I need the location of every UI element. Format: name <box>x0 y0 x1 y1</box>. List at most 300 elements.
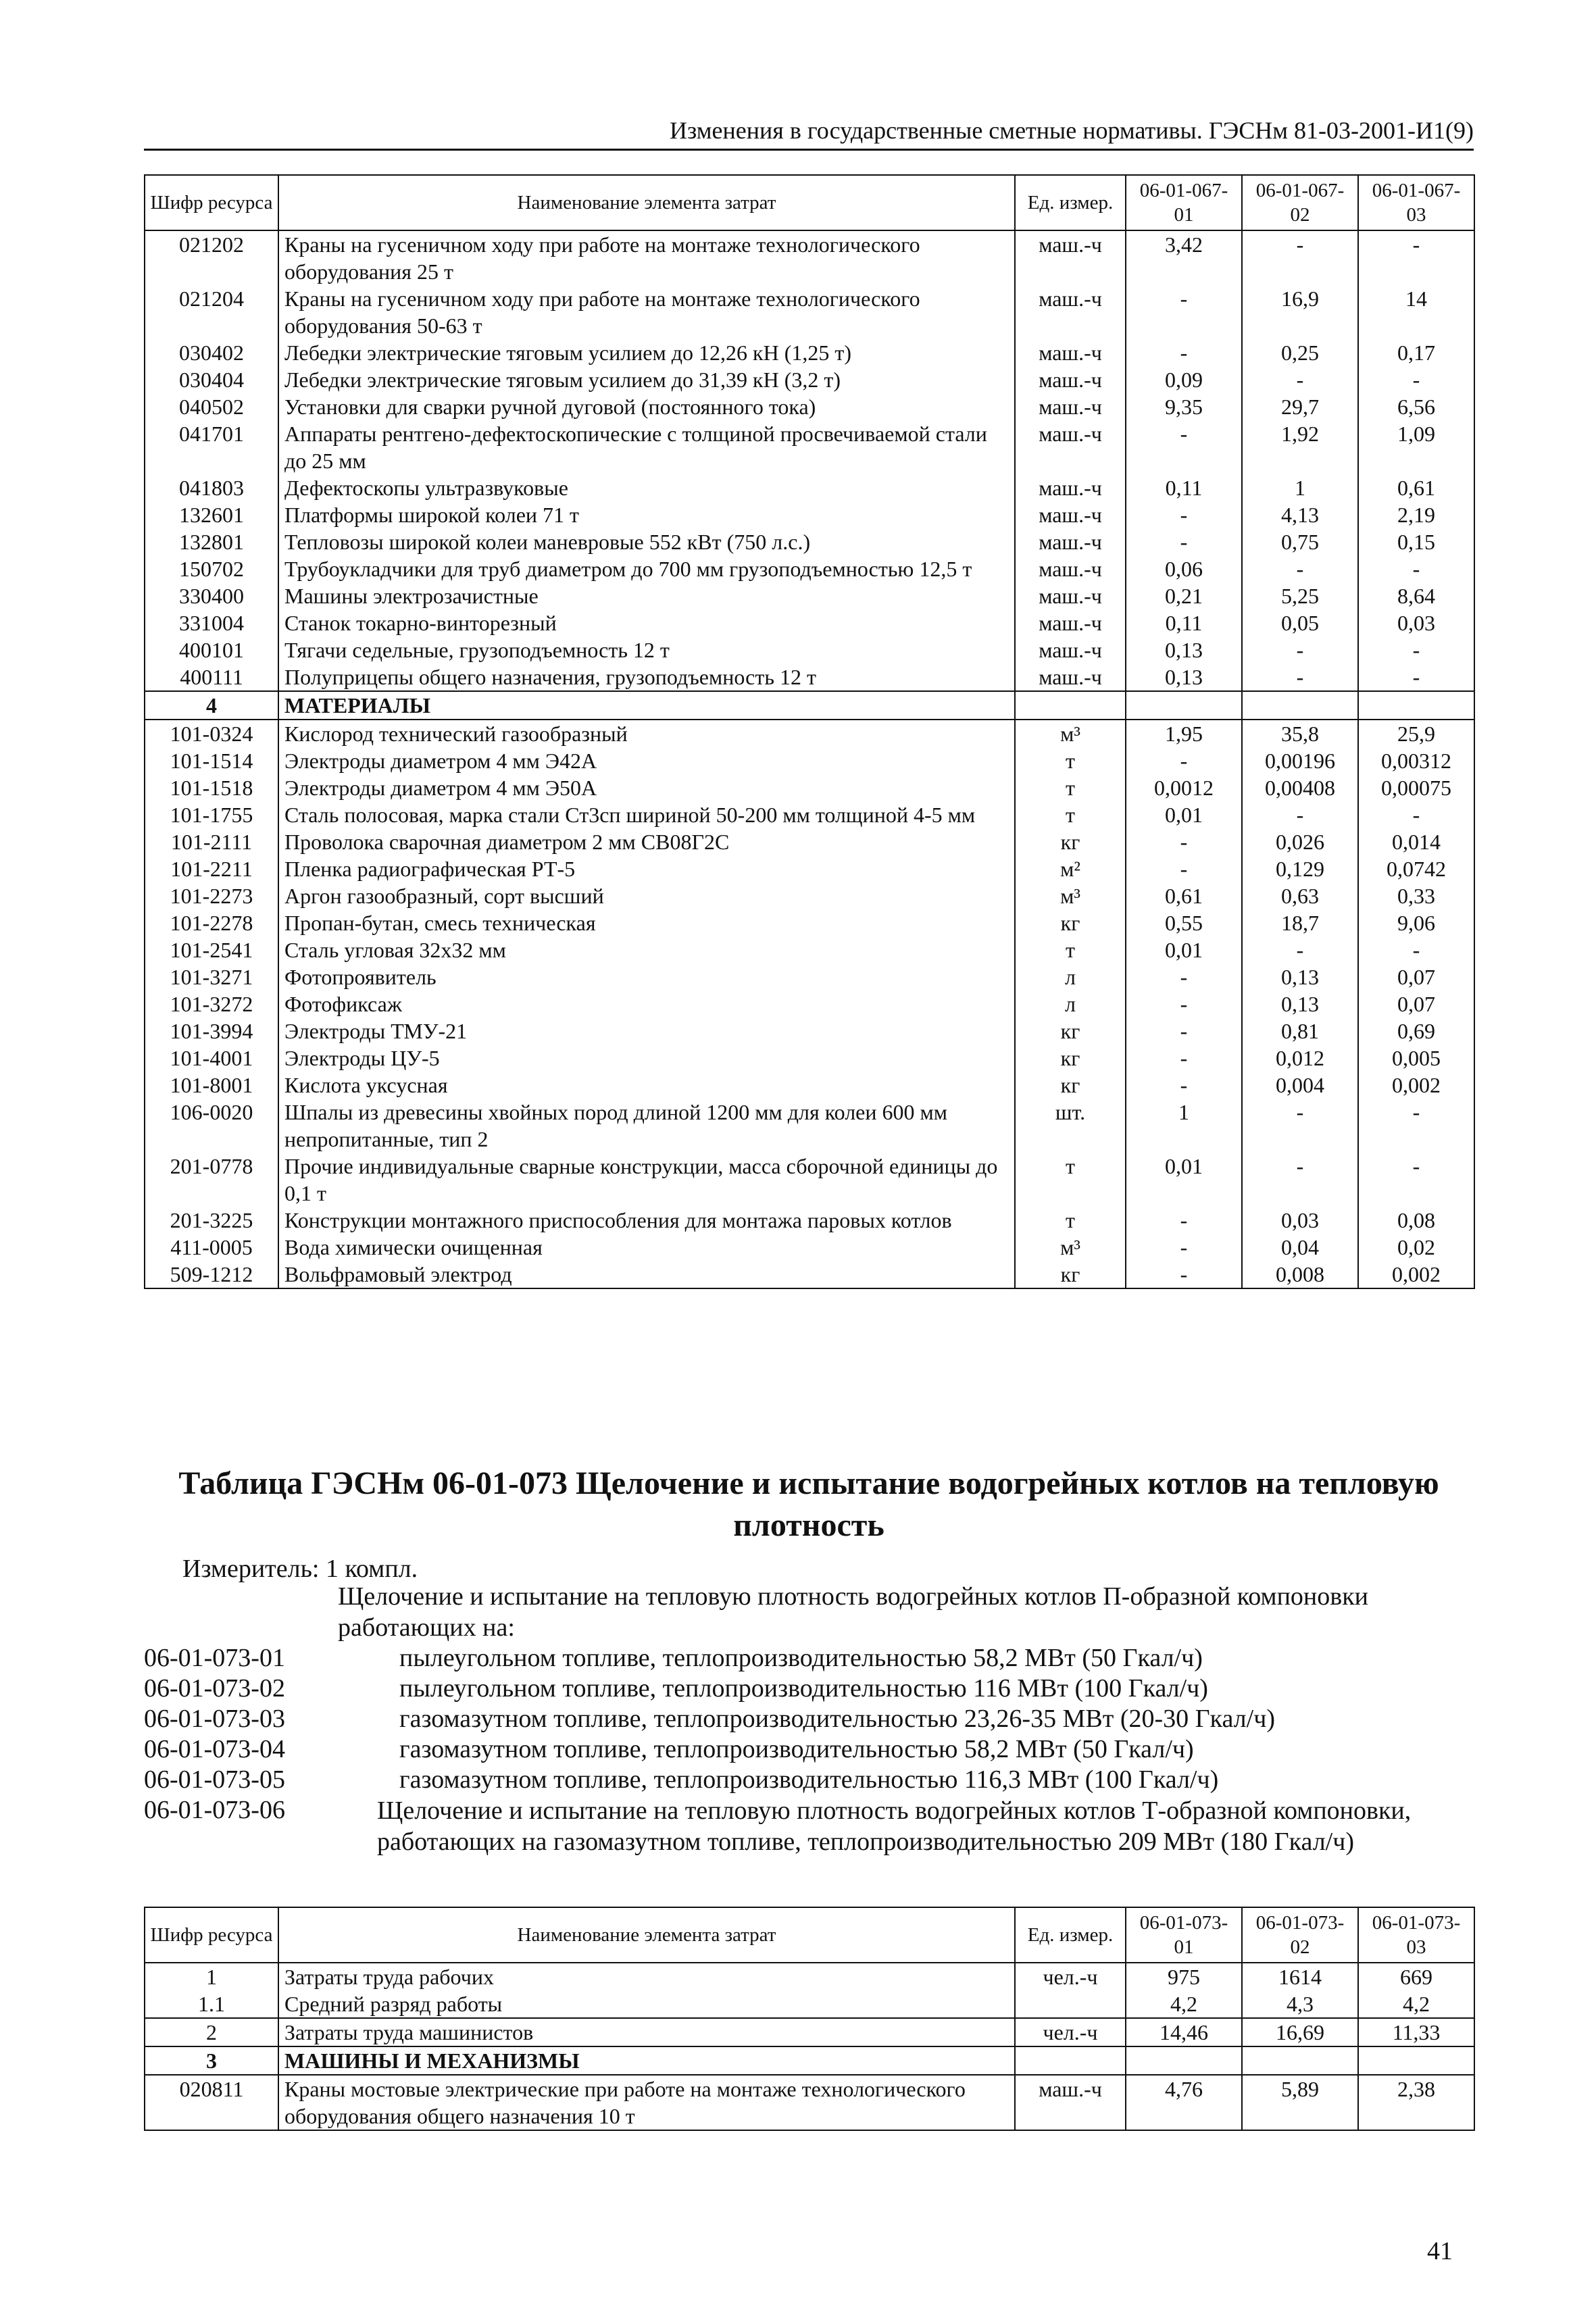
resource-name: Установки для сварки ручной дуговой (постоянного тока) <box>278 393 1015 420</box>
value-variant-1: 975 <box>1126 1963 1242 1990</box>
value-variant-3: 1,09 <box>1358 420 1474 474</box>
resource-name: Краны на гусеничном ходу при работе на монтаже технологического оборудования 50-63 т <box>278 285 1015 339</box>
resource-code: 400101 <box>145 636 278 663</box>
value-variant-1: 3,42 <box>1126 230 1242 285</box>
resource-code: 021202 <box>145 230 278 285</box>
unit-of-measure: чел.-ч <box>1015 2018 1126 2046</box>
value-variant-3: - <box>1358 366 1474 393</box>
value-variant-1: - <box>1126 1234 1242 1261</box>
variant-description: пылеугольном топливе, теплопроизводительностью 58,2 МВт (50 Гкал/ч) <box>399 1644 1203 1672</box>
unit-of-measure: м³ <box>1015 720 1126 747</box>
resource-name: Трубоукладчики для труб диаметром до 700 мм грузоподъемностью 12,5 т <box>278 555 1015 582</box>
resource-name: Станок токарно-винторезный <box>278 609 1015 636</box>
resource-name: Аппараты рентгено-дефектоскопические с толщиной просвечиваемой стали до 25 мм <box>278 420 1015 474</box>
table-row <box>145 747 1474 774</box>
resource-code: 101-0324 <box>145 720 278 747</box>
col-header-name: Наименование элемента затрат <box>278 1907 1015 1963</box>
resource-name: Тепловозы широкой колеи маневровые 552 кВт (750 л.с.) <box>278 528 1015 555</box>
value-variant-2: 0,129 <box>1242 855 1358 882</box>
unit-of-measure: м² <box>1015 855 1126 882</box>
variant-description: пылеугольном топливе, теплопроизводительностью 116 МВт (100 Гкал/ч) <box>399 1674 1208 1703</box>
variant-item <box>144 1704 1474 1734</box>
value-variant-3: 25,9 <box>1358 720 1474 747</box>
unit-of-measure: т <box>1015 801 1126 828</box>
value-variant-2: 0,13 <box>1242 963 1358 990</box>
value-variant-1: - <box>1126 1072 1242 1099</box>
table-row <box>145 1963 1474 1990</box>
value-variant-2: - <box>1242 230 1358 285</box>
value-variant-2 <box>1242 691 1358 720</box>
resource-code: 201-0778 <box>145 1153 278 1207</box>
resource-code: 020811 <box>145 2075 278 2130</box>
resource-code: 101-3994 <box>145 1017 278 1045</box>
resource-code: 101-2111 <box>145 828 278 855</box>
table-row <box>145 339 1474 366</box>
value-variant-3: 9,06 <box>1358 909 1474 936</box>
value-variant-2: 0,012 <box>1242 1045 1358 1072</box>
resource-code: 132601 <box>145 501 278 528</box>
resource-name: Пропан-бутан, смесь техническая <box>278 909 1015 936</box>
value-variant-2: 16,9 <box>1242 285 1358 339</box>
value-variant-2: 0,03 <box>1242 1207 1358 1234</box>
unit-of-measure: маш.-ч <box>1015 230 1126 285</box>
value-variant-2: - <box>1242 936 1358 963</box>
value-variant-1: 0,61 <box>1126 882 1242 909</box>
value-variant-3: 0,00075 <box>1358 774 1474 801</box>
table-row <box>145 1017 1474 1045</box>
value-variant-1: - <box>1126 855 1242 882</box>
unit-of-measure: маш.-ч <box>1015 366 1126 393</box>
resource-name: Сталь угловая 32х32 мм <box>278 936 1015 963</box>
value-variant-2: 0,63 <box>1242 882 1358 909</box>
value-variant-2: 1 <box>1242 474 1358 501</box>
value-variant-2: 4,13 <box>1242 501 1358 528</box>
value-variant-2: 0,00408 <box>1242 774 1358 801</box>
table-row <box>145 1261 1474 1288</box>
resource-code: 1 <box>145 1963 278 1990</box>
resource-code: 201-3225 <box>145 1207 278 1234</box>
resources-table-067 <box>144 174 1475 1289</box>
resource-name: Краны мостовые электрические при работе на монтаже технологического оборудования общего назначения 10 т <box>278 2075 1015 2130</box>
value-variant-3: 2,19 <box>1358 501 1474 528</box>
variant-description: газомазутном топливе, теплопроизводительностью 23,26-35 МВт (20-30 Гкал/ч) <box>399 1705 1275 1733</box>
value-variant-1: 0,55 <box>1126 909 1242 936</box>
resource-name: Электроды диаметром 4 мм Э42А <box>278 747 1015 774</box>
unit-of-measure: л <box>1015 990 1126 1017</box>
table-row <box>145 1099 1474 1153</box>
resources-table-073 <box>144 1907 1475 2131</box>
value-variant-3: 0,69 <box>1358 1017 1474 1045</box>
unit-of-measure: т <box>1015 1153 1126 1207</box>
value-variant-3: 0,005 <box>1358 1045 1474 1072</box>
variant-code: 06-01-073-05 <box>144 1765 285 1794</box>
value-variant-1: 0,01 <box>1126 936 1242 963</box>
value-variant-3: - <box>1358 936 1474 963</box>
value-variant-3: 0,02 <box>1358 1234 1474 1261</box>
unit-of-measure: т <box>1015 774 1126 801</box>
table-row <box>145 1153 1474 1207</box>
table-row <box>145 555 1474 582</box>
value-variant-2: - <box>1242 555 1358 582</box>
unit-of-measure: маш.-ч <box>1015 663 1126 691</box>
resource-name: Машины электрозачистные <box>278 582 1015 609</box>
resource-name: Вольфрамовый электрод <box>278 1261 1015 1288</box>
table-title: Таблица ГЭСНм 06-01-073 Щелочение и испытание водогрейных котлов на тепловую плотность <box>178 1465 1439 1543</box>
resource-name: Проволока сварочная диаметром 2 мм СВ08Г2С <box>278 828 1015 855</box>
value-variant-2: 0,04 <box>1242 1234 1358 1261</box>
unit-of-measure <box>1015 691 1126 720</box>
value-variant-3: - <box>1358 663 1474 691</box>
resource-code: 101-3271 <box>145 963 278 990</box>
value-variant-3: - <box>1358 1099 1474 1153</box>
resource-code: 330400 <box>145 582 278 609</box>
table-row <box>145 1045 1474 1072</box>
value-variant-3: 2,38 <box>1358 2075 1474 2130</box>
value-variant-2: 5,89 <box>1242 2075 1358 2130</box>
table-row <box>145 366 1474 393</box>
unit-of-measure: маш.-ч <box>1015 609 1126 636</box>
table-row <box>145 1990 1474 2018</box>
table-row <box>145 663 1474 691</box>
value-variant-2: 0,05 <box>1242 609 1358 636</box>
resource-name: Фотофиксаж <box>278 990 1015 1017</box>
unit-of-measure: м³ <box>1015 1234 1126 1261</box>
value-variant-3: 0,15 <box>1358 528 1474 555</box>
value-variant-3 <box>1358 2046 1474 2075</box>
variant-item <box>144 1734 1474 1765</box>
resource-name: Затраты труда машинистов <box>278 2018 1015 2046</box>
value-variant-1: - <box>1126 1017 1242 1045</box>
unit-of-measure: кг <box>1015 909 1126 936</box>
value-variant-1 <box>1126 691 1242 720</box>
unit-of-measure: кг <box>1015 1045 1126 1072</box>
value-variant-2: - <box>1242 636 1358 663</box>
resource-code: 040502 <box>145 393 278 420</box>
unit-of-measure: маш.-ч <box>1015 636 1126 663</box>
unit-of-measure: маш.-ч <box>1015 501 1126 528</box>
value-variant-3 <box>1358 691 1474 720</box>
work-description: Щелочение и испытание на тепловую плотность водогрейных котлов П-образной компоновки работающих на: <box>338 1582 1368 1642</box>
unit-of-measure <box>1015 1990 1126 2018</box>
header-text: Изменения в государственные сметные нормативы. ГЭСНм 81-03-2001-И1(9) <box>670 117 1474 144</box>
table-row <box>145 963 1474 990</box>
unit-of-measure: маш.-ч <box>1015 420 1126 474</box>
table-row <box>145 855 1474 882</box>
table-row <box>145 474 1474 501</box>
resource-name: Лебедки электрические тяговым усилием до 31,39 кН (3,2 т) <box>278 366 1015 393</box>
resource-code: 041701 <box>145 420 278 474</box>
variant-description: газомазутном топливе, теплопроизводительностью 116,3 МВт (100 Гкал/ч) <box>399 1765 1219 1794</box>
resource-code: 101-1755 <box>145 801 278 828</box>
resource-code: 106-0020 <box>145 1099 278 1153</box>
value-variant-3: 0,07 <box>1358 963 1474 990</box>
value-variant-1: - <box>1126 1261 1242 1288</box>
resource-code: 132801 <box>145 528 278 555</box>
value-variant-3: 8,64 <box>1358 582 1474 609</box>
resource-name: Сталь полосовая, марка стали Ст3сп шириной 50-200 мм толщиной 4-5 мм <box>278 801 1015 828</box>
resource-name: МАШИНЫ И МЕХАНИЗМЫ <box>278 2046 1015 2075</box>
table-row <box>145 609 1474 636</box>
value-variant-1: 9,35 <box>1126 393 1242 420</box>
table-row <box>145 393 1474 420</box>
table-row <box>145 2018 1474 2046</box>
unit-of-measure: маш.-ч <box>1015 339 1126 366</box>
table-row <box>145 801 1474 828</box>
resource-name: Электроды диаметром 4 мм Э50А <box>278 774 1015 801</box>
table-row <box>145 636 1474 663</box>
col-header-code: Шифр ресурса <box>145 175 278 230</box>
value-variant-2: 0,13 <box>1242 990 1358 1017</box>
table-row <box>145 882 1474 909</box>
value-variant-1: 0,13 <box>1126 663 1242 691</box>
resource-code: 411-0005 <box>145 1234 278 1261</box>
value-variant-1: 0,11 <box>1126 609 1242 636</box>
value-variant-3: - <box>1358 230 1474 285</box>
value-variant-2: 16,69 <box>1242 2018 1358 2046</box>
resource-name: Лебедки электрические тяговым усилием до 12,26 кН (1,25 т) <box>278 339 1015 366</box>
value-variant-1: 0,21 <box>1126 582 1242 609</box>
value-variant-3: 14 <box>1358 285 1474 339</box>
value-variant-2: 18,7 <box>1242 909 1358 936</box>
value-variant-1: - <box>1126 990 1242 1017</box>
value-variant-2: 4,3 <box>1242 1990 1358 2018</box>
resource-code: 101-2278 <box>145 909 278 936</box>
value-variant-1 <box>1126 2046 1242 2075</box>
table-row <box>145 528 1474 555</box>
resource-code: 2 <box>145 2018 278 2046</box>
variants-list <box>144 1643 1474 1857</box>
resource-name: Тягачи седельные, грузоподъемность 12 т <box>278 636 1015 663</box>
resource-name: Аргон газообразный, сорт высший <box>278 882 1015 909</box>
resource-name: Фотопроявитель <box>278 963 1015 990</box>
value-variant-1: - <box>1126 420 1242 474</box>
value-variant-3: 0,07 <box>1358 990 1474 1017</box>
value-variant-3: 0,0742 <box>1358 855 1474 882</box>
running-header <box>144 114 1474 151</box>
resource-name: Электроды ЦУ-5 <box>278 1045 1015 1072</box>
unit-of-measure: кг <box>1015 828 1126 855</box>
resource-name: Шпалы из древесины хвойных пород длиной 1200 мм для колеи 600 мм непропитанные, тип 2 <box>278 1099 1015 1153</box>
value-variant-3: 0,002 <box>1358 1072 1474 1099</box>
value-variant-1: 4,2 <box>1126 1990 1242 2018</box>
value-variant-1: 0,09 <box>1126 366 1242 393</box>
value-variant-2: 29,7 <box>1242 393 1358 420</box>
unit-of-measure: кг <box>1015 1072 1126 1099</box>
value-variant-2: - <box>1242 801 1358 828</box>
value-variant-3: 0,61 <box>1358 474 1474 501</box>
value-variant-3: 0,17 <box>1358 339 1474 366</box>
value-variant-2: 0,004 <box>1242 1072 1358 1099</box>
value-variant-3: - <box>1358 1153 1474 1207</box>
col-header-variant-2: 06-01-067-02 <box>1242 175 1358 230</box>
table-row <box>145 420 1474 474</box>
resource-name: Средний разряд работы <box>278 1990 1015 2018</box>
table-row <box>145 285 1474 339</box>
resource-code: 101-1518 <box>145 774 278 801</box>
resource-code: 331004 <box>145 609 278 636</box>
col-header-code: Шифр ресурса <box>145 1907 278 1963</box>
table-row <box>145 774 1474 801</box>
value-variant-2: 0,81 <box>1242 1017 1358 1045</box>
value-variant-2: - <box>1242 1099 1358 1153</box>
value-variant-1: - <box>1126 747 1242 774</box>
value-variant-2: 0,008 <box>1242 1261 1358 1288</box>
variant-code: 06-01-073-06 <box>144 1796 285 1824</box>
variant-description: газомазутном топливе, теплопроизводительностью 58,2 МВт (50 Гкал/ч) <box>399 1735 1194 1763</box>
value-variant-2: 0,25 <box>1242 339 1358 366</box>
variant-item <box>144 1674 1474 1704</box>
table-row <box>145 2075 1474 2130</box>
table-row <box>145 1072 1474 1099</box>
table-row <box>145 909 1474 936</box>
resource-name: Электроды ТМУ-21 <box>278 1017 1015 1045</box>
resource-name: Платформы широкой колеи 71 т <box>278 501 1015 528</box>
unit-of-measure: кг <box>1015 1017 1126 1045</box>
variant-code: 06-01-073-01 <box>144 1644 285 1672</box>
col-header-variant-3: 06-01-073-03 <box>1358 1907 1474 1963</box>
value-variant-1: 14,46 <box>1126 2018 1242 2046</box>
resource-code: 3 <box>145 2046 278 2075</box>
table-row <box>145 1207 1474 1234</box>
resource-name: МАТЕРИАЛЫ <box>278 691 1015 720</box>
value-variant-2: 35,8 <box>1242 720 1358 747</box>
col-header-unit: Ед. измер. <box>1015 1907 1126 1963</box>
unit-of-measure: шт. <box>1015 1099 1126 1153</box>
value-variant-2: 0,00196 <box>1242 747 1358 774</box>
table-row <box>145 230 1474 285</box>
value-variant-1: 0,06 <box>1126 555 1242 582</box>
value-variant-2: 5,25 <box>1242 582 1358 609</box>
resource-code: 101-4001 <box>145 1045 278 1072</box>
value-variant-3: - <box>1358 555 1474 582</box>
col-header-name: Наименование элемента затрат <box>278 175 1015 230</box>
unit-of-measure <box>1015 2046 1126 2075</box>
resource-code: 400111 <box>145 663 278 691</box>
value-variant-3: 4,2 <box>1358 1990 1474 2018</box>
resource-name: Пленка радиографическая РТ-5 <box>278 855 1015 882</box>
unit-of-measure: маш.-ч <box>1015 528 1126 555</box>
value-variant-2: - <box>1242 1153 1358 1207</box>
resource-code: 4 <box>145 691 278 720</box>
value-variant-1: - <box>1126 501 1242 528</box>
section-row <box>145 2046 1474 2075</box>
value-variant-1: - <box>1126 1207 1242 1234</box>
variant-item <box>144 1795 1474 1857</box>
resource-code: 509-1212 <box>145 1261 278 1288</box>
value-variant-2: 0,026 <box>1242 828 1358 855</box>
table-row <box>145 828 1474 855</box>
resource-name: Прочие индивидуальные сварные конструкции, масса сборочной единицы до 0,1 т <box>278 1153 1015 1207</box>
value-variant-3: 0,00312 <box>1358 747 1474 774</box>
resource-name: Вода химически очищенная <box>278 1234 1015 1261</box>
value-variant-1: - <box>1126 285 1242 339</box>
table-header-row <box>145 1907 1474 1963</box>
resource-name: Дефектоскопы ультразвуковые <box>278 474 1015 501</box>
value-variant-1: 0,11 <box>1126 474 1242 501</box>
value-variant-2: - <box>1242 366 1358 393</box>
value-variant-1: 0,01 <box>1126 1153 1242 1207</box>
value-variant-3: 0,33 <box>1358 882 1474 909</box>
value-variant-3: 0,08 <box>1358 1207 1474 1234</box>
resource-name: Краны на гусеничном ходу при работе на монтаже технологического оборудования 25 т <box>278 230 1015 285</box>
variant-description: Щелочение и испытание на тепловую плотность водогрейных котлов Т-образной компоновки, работающих на газомазутном топливе, теплопроизводительностью 209 МВт (180 Гкал/ч) <box>377 1796 1412 1856</box>
resource-code: 1.1 <box>145 1990 278 2018</box>
value-variant-3: 0,002 <box>1358 1261 1474 1288</box>
col-header-variant-1: 06-01-073-01 <box>1126 1907 1242 1963</box>
col-header-variant-3: 06-01-067-03 <box>1358 175 1474 230</box>
unit-of-measure: т <box>1015 936 1126 963</box>
unit-of-measure: маш.-ч <box>1015 2075 1126 2130</box>
col-header-unit: Ед. измер. <box>1015 175 1126 230</box>
unit-of-measure: т <box>1015 747 1126 774</box>
value-variant-1: 4,76 <box>1126 2075 1242 2130</box>
variant-code: 06-01-073-02 <box>144 1674 285 1703</box>
value-variant-1: 0,0012 <box>1126 774 1242 801</box>
value-variant-1: 1 <box>1126 1099 1242 1153</box>
table-row <box>145 720 1474 747</box>
resource-name: Кислород технический газообразный <box>278 720 1015 747</box>
resource-name: Полуприцепы общего назначения, грузоподъемность 12 т <box>278 663 1015 691</box>
value-variant-2: 1614 <box>1242 1963 1358 1990</box>
value-variant-2 <box>1242 2046 1358 2075</box>
value-variant-1: 0,13 <box>1126 636 1242 663</box>
variant-item <box>144 1765 1474 1795</box>
col-header-variant-1: 06-01-067-01 <box>1126 175 1242 230</box>
value-variant-3: 0,014 <box>1358 828 1474 855</box>
variant-item <box>144 1643 1474 1674</box>
resource-name: Затраты труда рабочих <box>278 1963 1015 1990</box>
value-variant-1: - <box>1126 828 1242 855</box>
value-variant-3: 11,33 <box>1358 2018 1474 2046</box>
value-variant-3: - <box>1358 636 1474 663</box>
value-variant-2: - <box>1242 663 1358 691</box>
table-row <box>145 1234 1474 1261</box>
resource-name: Конструкции монтажного приспособления для монтажа паровых котлов <box>278 1207 1015 1234</box>
resource-code: 150702 <box>145 555 278 582</box>
value-variant-1: 0,01 <box>1126 801 1242 828</box>
resource-code: 101-2541 <box>145 936 278 963</box>
resource-name: Кислота уксусная <box>278 1072 1015 1099</box>
value-variant-1: - <box>1126 963 1242 990</box>
resource-code: 030402 <box>145 339 278 366</box>
unit-of-measure: маш.-ч <box>1015 555 1126 582</box>
value-variant-1: - <box>1126 339 1242 366</box>
value-variant-2: 0,75 <box>1242 528 1358 555</box>
value-variant-2: 1,92 <box>1242 420 1358 474</box>
unit-of-measure: м³ <box>1015 882 1126 909</box>
table-row <box>145 936 1474 963</box>
unit-of-measure: кг <box>1015 1261 1126 1288</box>
unit-of-measure: т <box>1015 1207 1126 1234</box>
section-row <box>145 691 1474 720</box>
resource-code: 101-3272 <box>145 990 278 1017</box>
resource-code: 101-8001 <box>145 1072 278 1099</box>
measure-unit: Измеритель: 1 компл. <box>182 1555 418 1583</box>
value-variant-1: - <box>1126 1045 1242 1072</box>
unit-of-measure: чел.-ч <box>1015 1963 1126 1990</box>
value-variant-3: 0,03 <box>1358 609 1474 636</box>
unit-of-measure: маш.-ч <box>1015 474 1126 501</box>
variant-code: 06-01-073-04 <box>144 1735 285 1763</box>
resource-code: 021204 <box>145 285 278 339</box>
variant-code: 06-01-073-03 <box>144 1705 285 1733</box>
unit-of-measure: маш.-ч <box>1015 582 1126 609</box>
value-variant-1: - <box>1126 528 1242 555</box>
value-variant-3: - <box>1358 801 1474 828</box>
value-variant-3: 669 <box>1358 1963 1474 1990</box>
col-header-variant-2: 06-01-073-02 <box>1242 1907 1358 1963</box>
value-variant-1: 1,95 <box>1126 720 1242 747</box>
